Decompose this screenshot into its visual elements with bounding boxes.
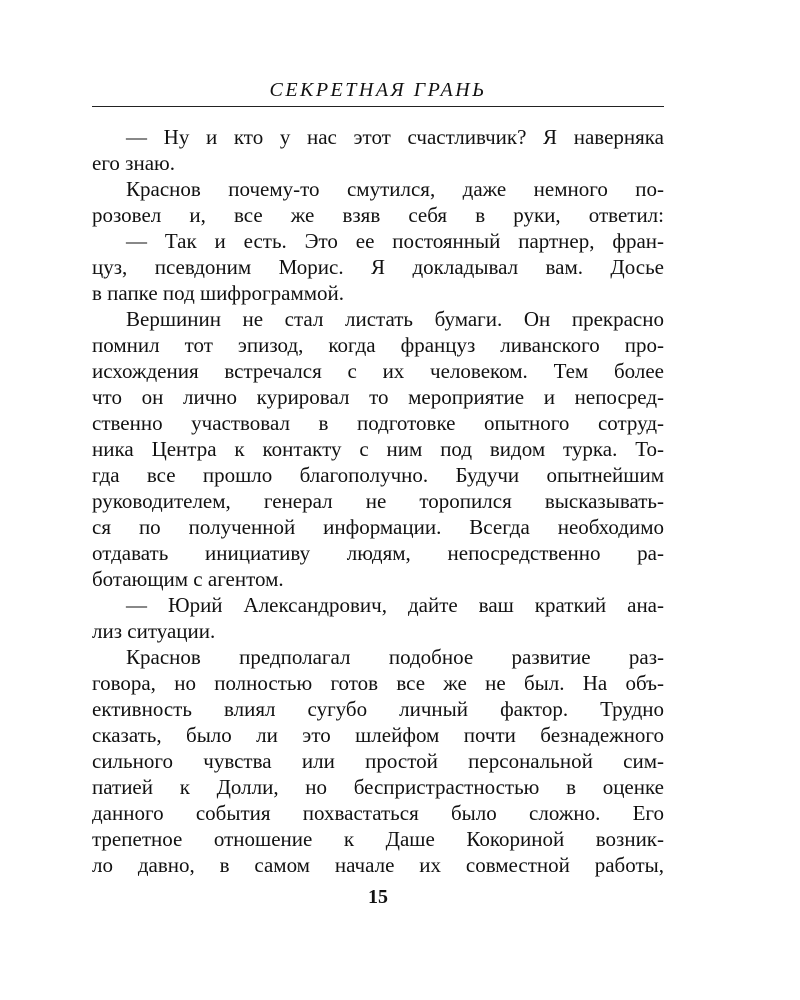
text-line: ственно участвовал в подготовке опытного сотруд-	[92, 411, 664, 435]
text-line: цуз, псевдоним Морис. Я докладывал вам. Досье	[92, 255, 664, 279]
body-text	[92, 124, 664, 878]
text-line: говора, но полностью готов все же не был. На объ-	[92, 671, 664, 695]
text-line: исхождения встречался с их человеком. Тем более	[92, 359, 664, 383]
text-line: трепетное отношение к Даше Кокориной возник-	[92, 827, 664, 851]
text-line: лиз ситуации.	[92, 619, 216, 643]
text-line: розовел и, все же взяв себя в руки, ответил:	[92, 203, 664, 227]
text-line: гда все прошло благополучно. Будучи опытнейшим	[92, 463, 664, 487]
text-line: ся по полученной информации. Всегда необходимо	[92, 515, 664, 539]
page-number: 15	[368, 886, 388, 908]
running-head: СЕКРЕТНАЯ ГРАНЬ	[269, 79, 487, 101]
text-line: отдавать инициативу людям, непосредственно ра-	[92, 541, 664, 565]
text-line: — Ну и кто у нас этот счастливчик? Я наверняка	[126, 125, 664, 149]
text-line: руководителем, генерал не торопился высказывать-	[92, 489, 664, 513]
text-line: ника Центра к контакту с ним под видом турка. То-	[92, 437, 664, 461]
text-line: Вершинин не стал листать бумаги. Он прекрасно	[126, 307, 664, 331]
text-line: ективность влиял сугубо личный фактор. Трудно	[92, 697, 664, 721]
text-line: его знаю.	[92, 151, 175, 175]
text-line: — Так и есть. Это ее постоянный партнер, фран-	[126, 229, 664, 253]
text-line: ло давно, в самом начале их совместной работы,	[92, 853, 664, 877]
text-line: Краснов почему-то смутился, даже немного по-	[126, 177, 664, 201]
text-line: Краснов предполагал подобное развитие раз-	[126, 645, 664, 669]
text-line: сильного чувства или простой персональной сим-	[92, 749, 664, 773]
text-line: сказать, было ли это шлейфом почти безнадежного	[92, 723, 664, 747]
text-line: данного события похвастаться было сложно. Его	[92, 801, 664, 825]
text-line: в папке под шифрограммой.	[92, 281, 345, 305]
text-line: помнил тот эпизод, когда француз ливанского про-	[92, 333, 664, 357]
text-line: что он лично курировал то мероприятие и непосред-	[92, 385, 664, 409]
text-line: ботающим с агентом.	[92, 567, 284, 591]
header-rule	[92, 106, 664, 107]
text-line: патией к Долли, но беспристрастностью в оценке	[92, 775, 664, 799]
text-line: — Юрий Александрович, дайте ваш краткий ана-	[126, 593, 664, 617]
